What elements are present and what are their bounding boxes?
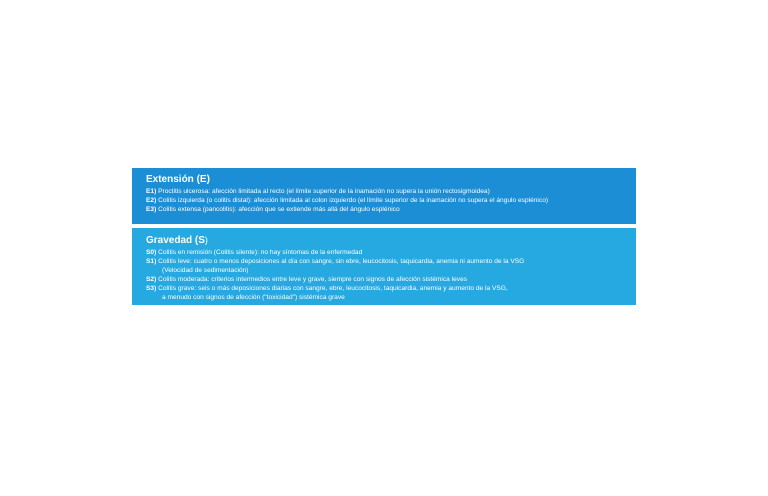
severity-title (146, 234, 636, 247)
severity-item-s2 (146, 275, 636, 284)
item-code: E2) (146, 197, 157, 204)
severity-item-s3 (146, 284, 636, 293)
item-code: S1) (146, 258, 157, 265)
item-code: E1) (146, 188, 157, 195)
item-code: E3) (146, 206, 157, 213)
item-text: Colitis en remisión (Colitis silente): no hay síntomas de la enfermedad (156, 249, 363, 256)
item-code: S3) (146, 285, 157, 292)
severity-item-s1 (146, 257, 636, 266)
extension-item-e3 (146, 205, 636, 214)
item-code: S2) (146, 276, 157, 283)
severity-item-s1-continuation: (Velocidad de sedimentación) (162, 267, 249, 274)
item-text: Colitis leve: cuatro o menos deposiciones al día con sangre, sin ebre, leucocitosis, taquicardia, anemia ni aumento de la VSG (156, 258, 525, 265)
item-text: Colitis moderada: criterios intermedios entre leve y grave, siempre con signos de afección sistémica leves (156, 276, 468, 283)
extension-item-e1 (146, 187, 636, 196)
extension-title: Extensión (E) (146, 174, 210, 185)
severity-title-text: Gravedad (S (146, 235, 205, 246)
severity-item-s3-continuation: a menudo con signos de afección ("toxicidad") sistémica grave (162, 294, 345, 301)
item-text: Proctitis ulcerosa: afección limitada al recto (el límite superior de la inamación no supera la unión rectosigmoidea) (156, 188, 490, 195)
item-text: Colitis grave: seis o más deposiciones diarias con sangre, ebre, leucocitosis, taquicardia, anemia y aumento de la VSG, (156, 285, 508, 292)
severity-panel (132, 228, 636, 305)
item-text: Colitis izquierda (o colitis distal): afección limitada al colon izquierdo (el límite superior de la inamación no supera el ángulo esplénico) (156, 197, 549, 204)
item-code: S0) (146, 249, 157, 256)
extension-panel (132, 168, 636, 224)
severity-item-s0 (146, 248, 636, 257)
extension-item-e2 (146, 196, 636, 205)
item-text: Colitis extensa (pancolitis): afección que se extiende más allá del ángulo esplénico (156, 206, 400, 213)
severity-title-suffix: ) (204, 235, 208, 245)
